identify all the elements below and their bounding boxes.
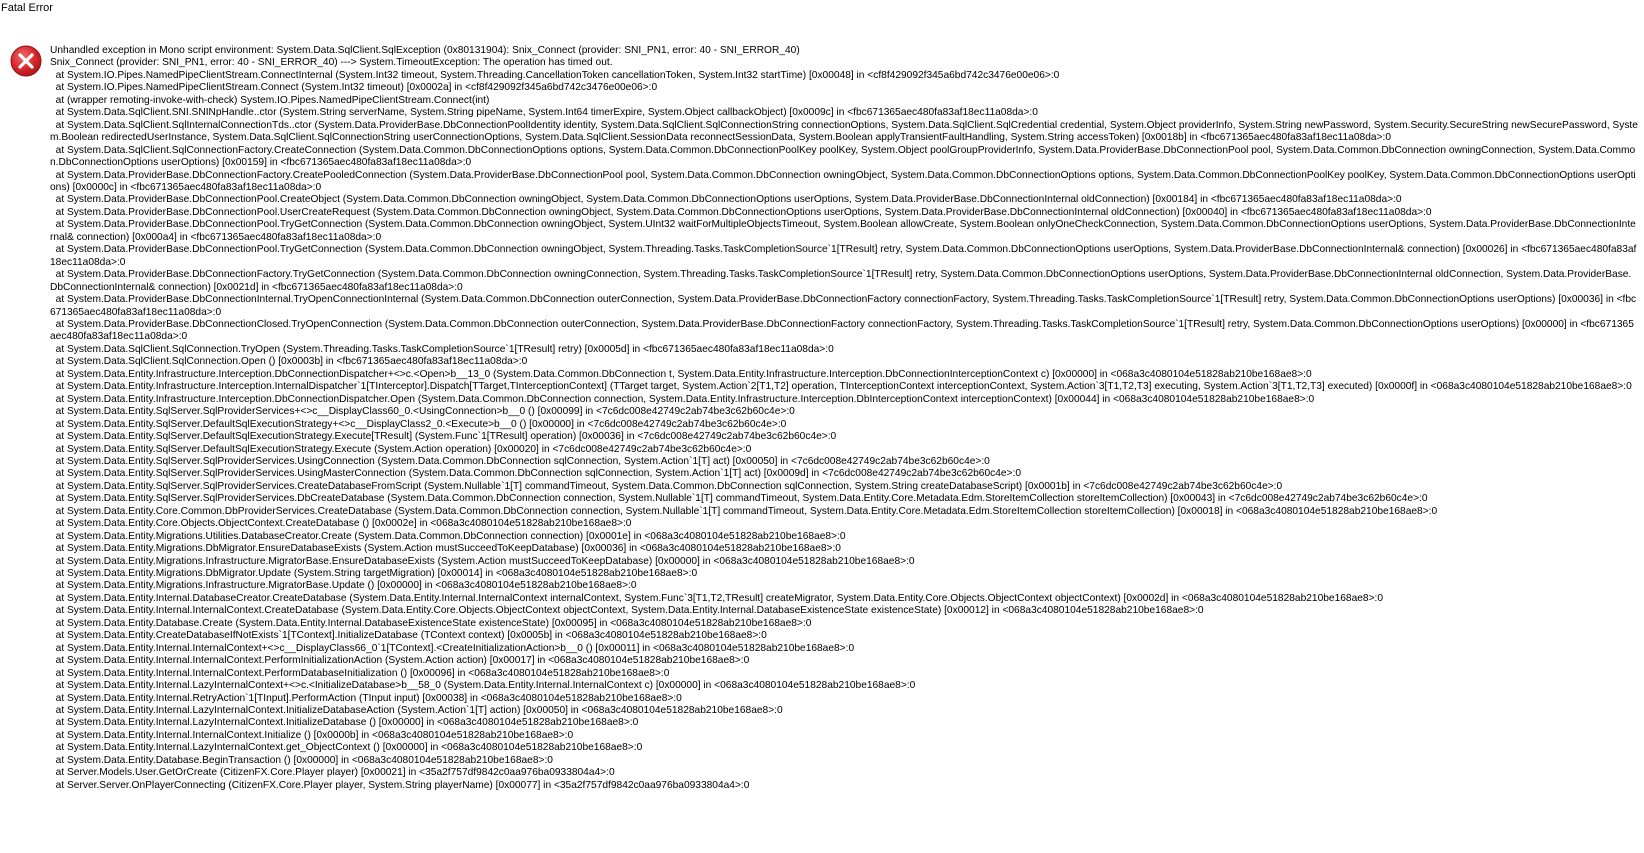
stack-trace-line: at System.Data.SqlClient.SqlInternalConnectionTds..ctor (System.Data.ProviderBase.DbConnectionPoolIdentity identity, System.Data.SqlClient.SqlConnectionString connectionOptions, System.Data.SqlClient.SqlCredential credential, System.Object providerInfo, System.String newPassword, System.Security.SecureString newSecurePassword, System.Boolean redirectedUserInstance, System.Data.SqlClient.SqlConnectionString userConnectionOptions, System.Data.SqlClient.SessionData reconnectSessionData, System.Boolean applyTransientFaultHandling, System.String accessToken) [0x0018b] in <fbc671365aec480fa83af18ec11a08da>:0 [50,119,1638,144]
stack-trace-line: at System.Data.Entity.Internal.InternalContext.PerformDatabaseInitialization () [0x00096] in <068a3c4080104e51828ab210be168ae8>:0 [50,667,670,679]
stack-trace-line: at System.Data.Entity.SqlServer.SqlProviderServices.DbCreateDatabase (System.Data.Common.DbConnection connection, System.Nullable`1[T] commandTimeout, System.Data.Entity.Core.Metadata.Edm.StoreItemCollection storeItemCollection) [0x00043] in <7c6dc008e42749c2ab74be3c62b60c4e>:0 [50,493,1428,505]
stack-trace-line: at System.Data.Entity.CreateDatabaseIfNotExists`1[TContext].InitializeDatabase (TContext context) [0x0005b] in <068a3c4080104e51828ab210be168ae8>:0 [50,630,767,642]
stack-trace-line: at System.Data.Entity.Infrastructure.Interception.InternalDispatcher`1[TInterceptor].Dispatch[TTarget,TInterceptionContext] (TTarget target, System.Action`2[T1,T2] operation, TInterceptionContext interceptionContext, System.Action`3[T1,T2,T3] executing, System.Action`3[T1,T2,T3] executed) [0x0000f] in <068a3c4080104e51828ab210be168ae8>:0 [50,381,1632,393]
stack-trace-line: at System.Data.Entity.Core.Objects.ObjectContext.CreateDatabase () [0x0002e] in <068a3c4080104e51828ab210be168ae8>:0 [50,518,632,530]
stack-trace-line: at System.Data.Entity.Infrastructure.Interception.DbConnectionDispatcher+<>c.<Open>b__13_0 (System.Data.Common.DbConnection t, System.Data.Entity.Infrastructure.Interception.DbConnectionInterceptionContext c) [0x00000] in <068a3c4080104e51828ab210be168ae8>:0 [50,368,1312,380]
stack-trace-line: at System.Data.ProviderBase.DbConnectionFactory.TryGetConnection (System.Data.Common.DbConnection owningConnection, System.Threading.Tasks.TaskCompletionSource`1[TResult] retry, System.Data.Common.DbConnectionOptions userOptions, System.Data.ProviderBase.DbConnectionInternal oldConnection, System.Data.ProviderBase.DbConnectionInternal& connection) [0x0021d] in <fbc671365aec480fa83af18ec11a08da>:0 [50,269,1632,293]
stack-trace-line: at System.Data.Entity.Internal.InternalContext+<>c__DisplayClass66_0`1[TContext].<CreateInitializationAction>b__0 () [0x00011] in <068a3c4080104e51828ab210be168ae8>:0 [50,642,855,654]
stack-trace-line: at System.Data.ProviderBase.DbConnectionPool.CreateObject (System.Data.Common.DbConnection owningObject, System.Data.Common.DbConnectionOptions userOptions, System.Data.ProviderBase.DbConnectionInternal oldConnection) [0x00184] in <fbc671365aec480fa83af18ec11a08da>:0 [50,194,1402,206]
stack-trace-line: at System.Data.SqlClient.SqlConnection.TryOpen (System.Threading.Tasks.TaskCompletionSource`1[TResult] retry) [0x0005d] in <fbc671365aec480fa83af18ec11a08da>:0 [50,343,834,355]
stack-trace-line: at System.Data.ProviderBase.DbConnectionClosed.TryOpenConnection (System.Data.Common.DbConnection outerConnection, System.Data.ProviderBase.DbConnectionFactory connectionFactory, System.Threading.Tasks.TaskCompletionSource`1[TResult] retry, System.Data.Common.DbConnectionOptions userOptions) [0x00000] in <fbc671365aec480fa83af18ec11a08da>:0 [50,318,1634,343]
stack-trace-line: Unhandled exception in Mono script environment: System.Data.SqlClient.SqlException (0x80131904): Snix_Connect (provider: SNI_PN1, error: 40 - SNI_ERROR_40) [50,45,800,56]
stack-trace-line: at System.Data.Entity.SqlServer.SqlProviderServices.CreateDatabaseFromScript (System.Nullable`1[T] commandTimeout, System.Data.Common.DbConnection sqlConnection, System.String createDatabaseScript) [0x0001b] in <7c6dc008e42749c2ab74be3c62b60c4e>:0 [50,480,1283,492]
stack-trace-line: at System.Data.Entity.SqlServer.SqlProviderServices+<>c__DisplayClass60_0.<UsingConnection>b__0 () [0x00099] in <7c6dc008e42749c2ab74be3c62b60c4e>:0 [50,406,795,418]
window-title: Fatal Error [1,2,53,14]
stack-trace-line: at System.Data.Entity.Database.Create (System.Data.Entity.Internal.DatabaseExistenceState existenceState) [0x00095] in <068a3c4080104e51828ab210be168ae8>:0 [50,617,812,629]
stack-trace-line: at System.Data.Entity.Infrastructure.Interception.DbConnectionDispatcher.Open (System.Data.Common.DbConnection connection, System.Data.Entity.Infrastructure.Interception.DbInterceptionContext interceptionContext) [0x00044] in <068a3c4080104e51828ab210be168ae8>:0 [50,393,1315,405]
error-icon [10,45,42,77]
stack-trace-line: at (wrapper remoting-invoke-with-check) System.IO.Pipes.NamedPipeClientStream.Connect(int) [50,94,490,106]
stack-trace-line: at System.Data.Entity.Database.BeginTransaction () [0x00000] in <068a3c4080104e51828ab210be168ae8>:0 [50,754,553,766]
stack-trace-line: at System.IO.Pipes.NamedPipeClientStream.Connect (System.Int32 timeout) [0x0002a] in <cf8f429092f345a6bd742c3476e00e06>:0 [50,82,658,94]
stack-trace-line: at System.Data.Entity.Internal.InternalContext.CreateDatabase (System.Data.Entity.Core.Objects.ObjectContext objectContext, System.Data.Entity.Internal.DatabaseExistenceState existenceState) [0x00012] in <068a3c4080104e51828ab210be168ae8>:0 [50,605,1204,617]
stack-trace-line: at System.Data.SqlClient.SqlConnectionFactory.CreateConnection (System.Data.Common.DbConnectionOptions options, System.Data.Common.DbConnectionPoolKey poolKey, System.Object poolGroupProviderInfo, System.Data.ProviderBase.DbConnectionPool pool, System.Data.Common.DbConnection owningConnection, System.Data.Common.DbConnectionOptions userOptions) [0x00159] in <fbc671365aec480fa83af18ec11a08da>:0 [50,144,1636,169]
stack-trace-line: at System.Data.Entity.Internal.LazyInternalContext.get_ObjectContext () [0x00000] in <068a3c4080104e51828ab210be168ae8>:0 [50,742,643,754]
stack-trace-line: at Server.Server.OnPlayerConnecting (CitizenFX.Core.Player player, System.String playerName) [0x00077] in <35a2f757df9842c0aa976ba0933804a4>:0 [50,779,750,791]
stack-trace-line: at System.Data.Entity.Migrations.DbMigrator.EnsureDatabaseExists (System.Action mustSucceedToKeepDatabase) [0x00036] in <068a3c4080104e51828ab210be168ae8>:0 [50,543,841,555]
stack-trace-line: Snix_Connect (provider: SNI_PN1, error: 40 - SNI_ERROR_40) ---> System.TimeoutException: The operation has timed out. [50,57,613,69]
stack-trace-line: at System.Data.Entity.SqlServer.DefaultSqlExecutionStrategy.Execute (System.Action operation) [0x00020] in <7c6dc008e42749c2ab74be3c62b60c4e>:0 [50,443,752,455]
stack-trace-line: at System.Data.ProviderBase.DbConnectionPool.UserCreateRequest (System.Data.Common.DbConnection owningObject, System.Data.Common.DbConnectionOptions userOptions, System.Data.ProviderBase.DbConnectionInternal oldConnection) [0x00040] in <fbc671365aec480fa83af18ec11a08da>:0 [50,206,1432,218]
stack-trace-line: at System.Data.Entity.Internal.InternalContext.Initialize () [0x0000b] in <068a3c4080104e51828ab210be168ae8>:0 [50,729,574,741]
stack-trace-line: at System.Data.Entity.SqlServer.SqlProviderServices.UsingMasterConnection (System.Data.Common.DbConnection sqlConnection, System.Action`1[T] act) [0x0009d] in <7c6dc008e42749c2ab74be3c62b60c4e>:0 [50,468,1021,480]
stack-trace-line: at System.IO.Pipes.NamedPipeClientStream.ConnectInternal (System.Int32 timeout, System.Threading.CancellationToken cancellationToken, System.Int32 startTime) [0x00048] in <cf8f429092f345a6bd742c3476e00e06>:0 [50,69,1060,81]
stack-trace-line: at System.Data.ProviderBase.DbConnectionPool.TryGetConnection (System.Data.Common.DbConnection owningObject, System.UInt32 waitForMultipleObjectsTimeout, System.Boolean allowCreate, System.Boolean onlyOneCheckConnection, System.Data.Common.DbConnectionOptions userOptions, System.Data.ProviderBase.DbConnectionInternal& connection) [0x000a4] in <fbc671365aec480fa83af18ec11a08da>:0 [50,219,1636,243]
stack-trace-line: at System.Data.Entity.Internal.InternalContext.PerformInitializationAction (System.Action action) [0x00017] in <068a3c4080104e51828ab210be168ae8>:0 [50,655,750,667]
stack-trace-line: at System.Data.Entity.Migrations.Utilities.DatabaseCreator.Create (System.Data.Common.DbConnection connection) [0x0001e] in <068a3c4080104e51828ab210be168ae8>:0 [50,530,846,542]
stack-trace-line: at System.Data.ProviderBase.DbConnectionPool.TryGetConnection (System.Data.Common.DbConnection owningObject, System.Threading.Tasks.TaskCompletionSource`1[TResult] retry, System.Data.Common.DbConnectionOptions userOptions, System.Data.ProviderBase.DbConnectionInternal& connection) [0x00026] in <fbc671365aec480fa83af18ec11a08da>:0 [50,244,1637,268]
stack-trace-line: at System.Data.Entity.Internal.LazyInternalContext.InitializeDatabaseAction (System.Action`1[T] action) [0x00050] in <068a3c4080104e51828ab210be168ae8>:0 [50,705,783,717]
stack-trace-line: at System.Data.Entity.SqlServer.DefaultSqlExecutionStrategy+<>c__DisplayClass2_0.<Execute>b__0 () [0x00000] in <7c6dc008e42749c2ab74be3c62b60c4e>:0 [50,418,787,430]
stack-trace-line: at System.Data.Entity.Internal.LazyInternalContext+<>c.<InitializeDatabase>b__58_0 (System.Data.Entity.Internal.InternalContext c) [0x00000] in <068a3c4080104e51828ab210be168ae8>:0 [50,680,916,692]
stack-trace-line: at System.Data.Entity.SqlServer.SqlProviderServices.UsingConnection (System.Data.Common.DbConnection sqlConnection, System.Action`1[T] act) [0x00050] in <7c6dc008e42749c2ab74be3c62b60c4e>:0 [50,455,990,467]
error-message [50,45,1638,792]
stack-trace-line: at System.Data.Entity.Internal.DatabaseCreator.CreateDatabase (System.Data.Entity.Internal.InternalContext internalContext, System.Func`3[T1,T2,TResult] createMigrator, System.Data.Entity.Core.Objects.ObjectContext objectContext) [0x0002d] in <068a3c4080104e51828ab210be168ae8>:0 [50,592,1384,604]
stack-trace-line: at System.Data.Entity.SqlServer.DefaultSqlExecutionStrategy.Execute[TResult] (System.Func`1[TResult] operation) [0x00036] in <7c6dc008e42749c2ab74be3c62b60c4e>:0 [50,431,837,443]
stack-trace-line: at System.Data.Entity.Internal.LazyInternalContext.InitializeDatabase () [0x00000] in <068a3c4080104e51828ab210be168ae8>:0 [50,717,639,729]
stack-trace-line: at System.Data.Entity.Internal.RetryAction`1[TInput].PerformAction (TInput input) [0x00038] in <068a3c4080104e51828ab210be168ae8>:0 [50,692,682,704]
stack-trace-line: at System.Data.SqlClient.SNI.SNINpHandle..ctor (System.String serverName, System.String pipeName, System.Int64 timerExpire, System.Object callbackObject) [0x0009c] in <fbc671365aec480fa83af18ec11a08da>:0 [50,107,1038,119]
stack-trace-line: at Server.Models.User.GetOrCreate (CitizenFX.Core.Player player) [0x00021] in <35a2f757df9842c0aa976ba0933804a4>:0 [50,767,615,779]
stack-trace-line: at System.Data.Entity.Migrations.Infrastructure.MigratorBase.EnsureDatabaseExists (System.Action mustSucceedToKeepDatabase) [0x00000] in <068a3c4080104e51828ab210be168ae8>:0 [50,555,915,567]
stack-trace-line: at System.Data.Entity.Core.Common.DbProviderServices.CreateDatabase (System.Data.Common.DbConnection connection, System.Nullable`1[T] commandTimeout, System.Data.Entity.Core.Metadata.Edm.StoreItemCollection storeItemCollection) [0x00018] in <068a3c4080104e51828ab210be168ae8>:0 [50,505,1438,517]
stack-trace-line: at System.Data.SqlClient.SqlConnection.Open () [0x0003b] in <fbc671365aec480fa83af18ec11a08da>:0 [50,356,528,368]
stack-trace-line: at System.Data.ProviderBase.DbConnectionFactory.CreatePooledConnection (System.Data.ProviderBase.DbConnectionPool pool, System.Data.Common.DbConnection owningObject, System.Data.Common.DbConnectionOptions options, System.Data.Common.DbConnectionPoolKey poolKey, System.Data.Common.DbConnectionOptions userOptions) [0x0000c] in <fbc671365aec480fa83af18ec11a08da>:0 [50,169,1636,193]
stack-trace-line: at System.Data.Entity.Migrations.Infrastructure.MigratorBase.Update () [0x00000] in <068a3c4080104e51828ab210be168ae8>:0 [50,580,637,592]
stack-trace-line: at System.Data.ProviderBase.DbConnectionInternal.TryOpenConnectionInternal (System.Data.Common.DbConnection outerConnection, System.Data.ProviderBase.DbConnectionFactory connectionFactory, System.Threading.Tasks.TaskCompletionSource`1[TResult] retry, System.Data.Common.DbConnectionOptions userOptions) [0x00036] in <fbc671365aec480fa83af18ec11a08da>:0 [50,294,1637,318]
stack-trace-line: at System.Data.Entity.Migrations.DbMigrator.Update (System.String targetMigration) [0x00014] in <068a3c4080104e51828ab210be168ae8>:0 [50,568,698,580]
